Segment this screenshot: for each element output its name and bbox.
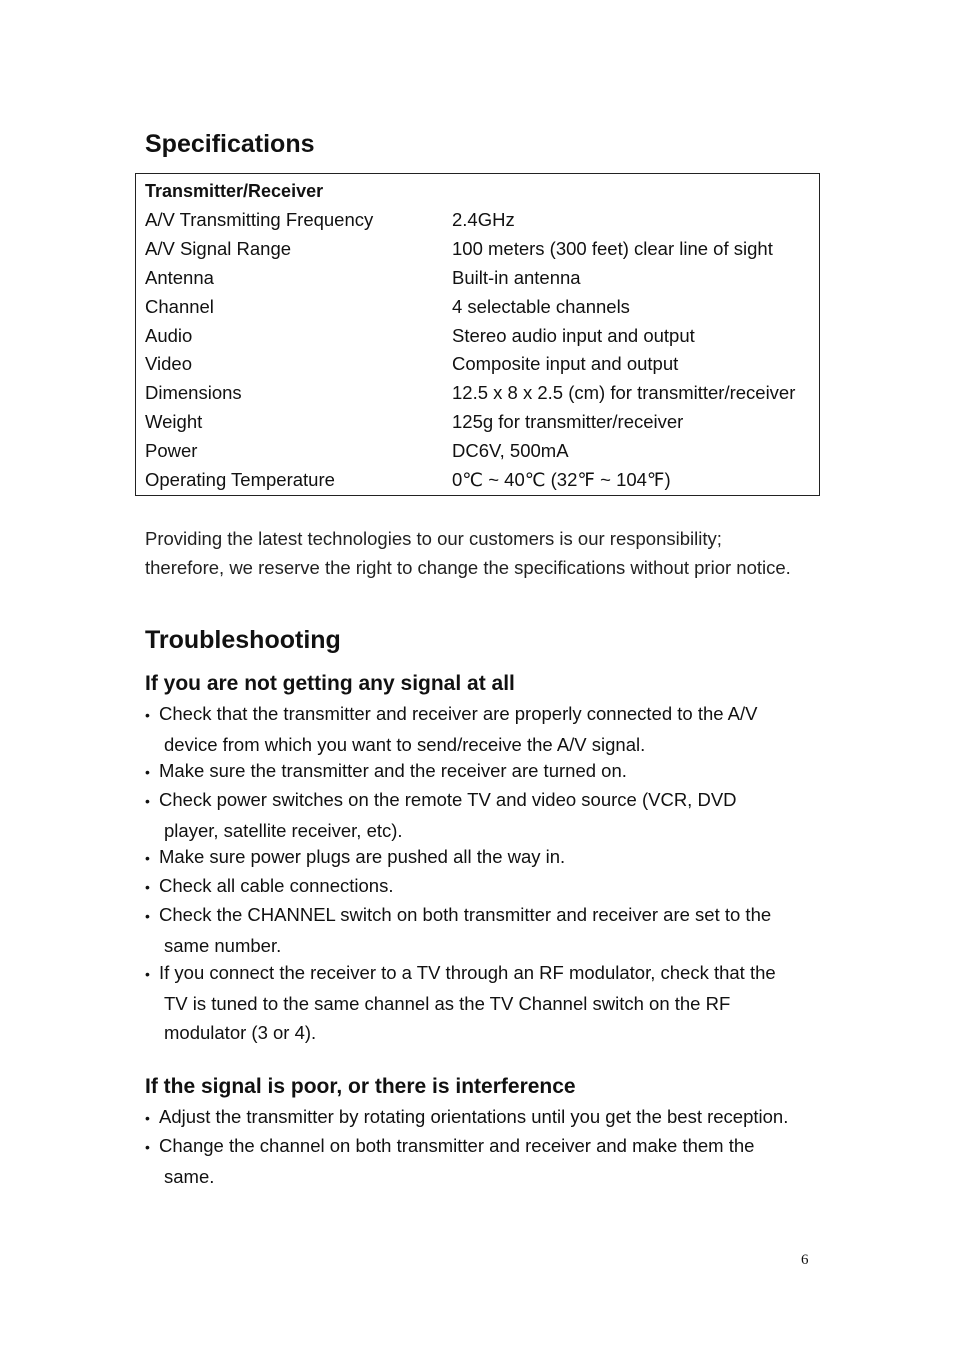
spec-value: DC6V, 500mA bbox=[452, 440, 569, 461]
list-item-text: same number. bbox=[164, 935, 282, 956]
spec-label: Dimensions bbox=[145, 382, 242, 403]
spec-value: 125g for transmitter/receiver bbox=[452, 411, 684, 432]
table-row bbox=[136, 378, 819, 407]
list-item-text: Check that the transmitter and receiver are properly connected to the A/V bbox=[159, 703, 758, 724]
table-row bbox=[136, 349, 819, 378]
list-item-text: If you connect the receiver to a TV through an RF modulator, check that the bbox=[159, 962, 776, 983]
spec-label: Weight bbox=[145, 411, 203, 432]
troubleshooting-heading: Troubleshooting bbox=[145, 626, 341, 654]
list-item bbox=[145, 1102, 825, 1133]
table-row bbox=[136, 234, 819, 263]
table-row bbox=[136, 407, 819, 436]
spec-value: 12.5 x 8 x 2.5 (cm) for transmitter/receiver bbox=[452, 382, 796, 403]
table-row bbox=[136, 263, 819, 292]
table-row bbox=[136, 436, 819, 465]
list-item bbox=[145, 871, 825, 902]
table-row bbox=[136, 205, 819, 234]
specifications-note bbox=[145, 524, 825, 582]
spec-value: Built-in antenna bbox=[452, 267, 581, 288]
list-item-text: Check the CHANNEL switch on both transmitter and receiver are set to the bbox=[159, 904, 772, 925]
list-item-text: modulator (3 or 4). bbox=[164, 1022, 317, 1043]
list-item-text: Make sure the transmitter and the receiver are turned on. bbox=[159, 760, 627, 781]
bullet-icon: • bbox=[145, 879, 150, 895]
bullet-icon: • bbox=[145, 793, 150, 809]
bullet-icon: • bbox=[145, 1139, 150, 1155]
spec-label: Audio bbox=[145, 325, 193, 346]
list-item-text: Adjust the transmitter by rotating orientations until you get the best reception. bbox=[159, 1106, 789, 1127]
spec-label: Power bbox=[145, 440, 198, 461]
list-item-text: Check all cable connections. bbox=[159, 875, 394, 896]
list-item-text: TV is tuned to the same channel as the TV Channel switch on the RF bbox=[164, 993, 731, 1014]
note-line: Providing the latest technologies to our customers is our responsibility; bbox=[145, 528, 722, 549]
spec-value: 2.4GHz bbox=[452, 209, 515, 230]
spec-label: A/V Signal Range bbox=[145, 238, 292, 259]
list-item bbox=[145, 900, 825, 960]
spec-label: Operating Temperature bbox=[145, 469, 335, 490]
spec-label: Channel bbox=[145, 296, 214, 317]
spec-value: Composite input and output bbox=[452, 353, 679, 374]
list-item-text: Make sure power plugs are pushed all the way in. bbox=[159, 846, 566, 867]
specifications-table bbox=[135, 173, 820, 496]
spec-label: Video bbox=[145, 353, 192, 374]
list-item-text: Change the channel on both transmitter and receiver and make them the bbox=[159, 1135, 755, 1156]
list-item-text: same. bbox=[164, 1166, 215, 1187]
list-item bbox=[145, 1131, 825, 1191]
list-item-text: Check power switches on the remote TV and video source (VCR, DVD bbox=[159, 789, 737, 810]
spec-label: Antenna bbox=[145, 267, 214, 288]
bullet-icon: • bbox=[145, 707, 150, 723]
list-item-text: device from which you want to send/receive the A/V signal. bbox=[164, 734, 646, 755]
bullet-icon: • bbox=[145, 764, 150, 780]
page-number: 6 bbox=[801, 1252, 809, 1268]
spec-value: Stereo audio input and output bbox=[452, 325, 695, 346]
section-title-poor-signal: If the signal is poor, or there is interference bbox=[145, 1075, 576, 1098]
list-item bbox=[145, 958, 825, 1047]
bullet-icon: • bbox=[145, 966, 150, 982]
spec-value: 0℃ ~ 40℃ (32℉ ~ 104℉) bbox=[452, 469, 671, 490]
spec-value: 100 meters (300 feet) clear line of sight bbox=[452, 238, 773, 259]
spec-value: 4 selectable channels bbox=[452, 296, 630, 317]
list-item bbox=[145, 756, 825, 787]
bullet-icon: • bbox=[145, 1110, 150, 1126]
table-row bbox=[136, 321, 819, 350]
list-item bbox=[145, 842, 825, 873]
bullet-icon: • bbox=[145, 908, 150, 924]
table-title: Transmitter/Receiver bbox=[145, 181, 324, 201]
specifications-heading: Specifications bbox=[145, 130, 315, 158]
table-row bbox=[136, 465, 819, 494]
spec-label: A/V Transmitting Frequency bbox=[145, 209, 374, 230]
note-line: therefore, we reserve the right to change the specifications without prior notice. bbox=[145, 557, 791, 578]
list-item bbox=[145, 785, 825, 845]
list-item-text: player, satellite receiver, etc). bbox=[164, 820, 403, 841]
table-row bbox=[136, 292, 819, 321]
section-title-no-signal: If you are not getting any signal at all bbox=[145, 672, 515, 695]
bullet-icon: • bbox=[145, 850, 150, 866]
list-item bbox=[145, 699, 825, 759]
